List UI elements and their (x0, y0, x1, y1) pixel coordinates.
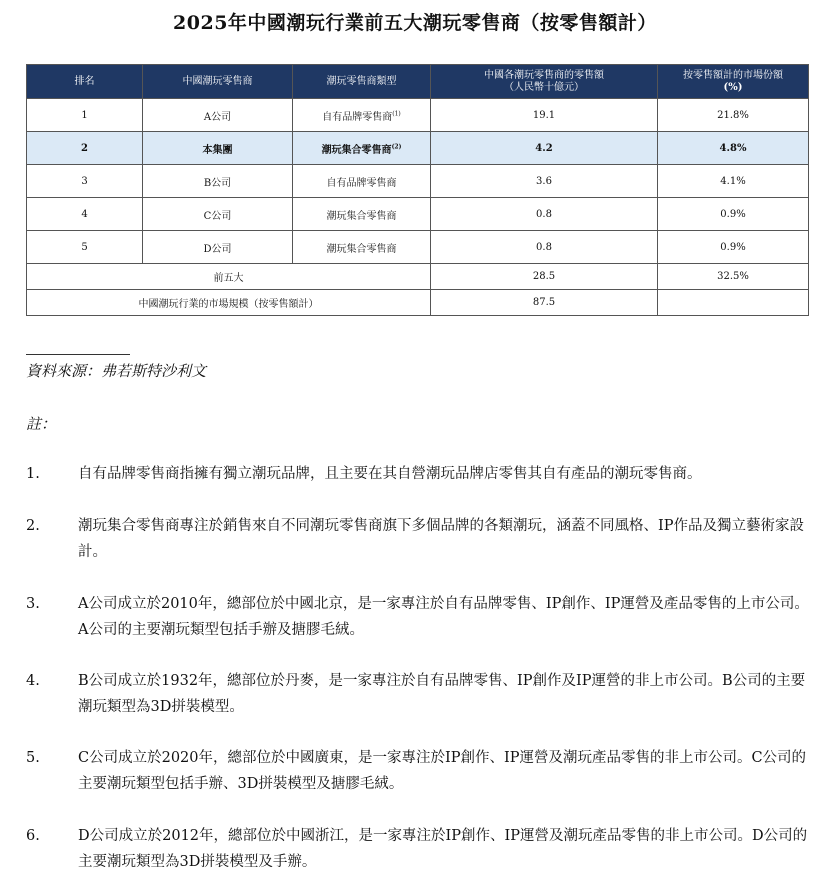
cell-sales: 4.2 (431, 132, 658, 165)
cell-top5-share: 32.5% (658, 264, 809, 290)
cell-market-label: 中國潮玩行業的市場規模（按零售額計） (27, 290, 431, 316)
table-row-highlighted (27, 132, 809, 165)
table-header-row (27, 65, 809, 99)
cell-rank: 4 (27, 198, 143, 231)
cell-top5-sales: 28.5 (431, 264, 658, 290)
cell-rank: 1 (27, 99, 143, 132)
cell-retailer: C公司 (143, 198, 293, 231)
note-text: 潮玩集合零售商專注於銷售來自不同潮玩零售商旗下多個品牌的各類潮玩，涵蓋不同風格、IP作品及獨立藝術家設計。 (78, 518, 804, 560)
note-text: B公司成立於1932年，總部位於丹麥，是一家專注於自有品牌零售、IP創作及IP運營的非上市公司。B公司的主要潮玩類型為3D拼裝模型。 (78, 673, 806, 715)
cell-sales: 19.1 (431, 99, 658, 132)
notes-heading: 註： (26, 415, 57, 433)
note-number: 4. (26, 673, 40, 689)
header-sales-line2: （人民幣十億元） (504, 81, 584, 93)
cell-retailer: D公司 (143, 231, 293, 264)
cell-sales: 0.8 (431, 231, 658, 264)
table-row (27, 231, 809, 264)
footnote-divider (26, 354, 130, 355)
note-text: C公司成立於2020年，總部位於中國廣東，是一家專注於IP創作、IP運營及潮玩產品零售的非上市公司。C公司的主要潮玩類型包括手辦、3D拼裝模型及搪膠毛絨。 (78, 750, 807, 792)
cell-type-text: 自有品牌零售商 (322, 111, 393, 123)
note-number: 3. (26, 596, 40, 612)
cell-market-sales: 87.5 (431, 290, 658, 316)
cell-type (293, 99, 431, 132)
cell-type: 自有品牌零售商 (293, 165, 431, 198)
cell-rank: 5 (27, 231, 143, 264)
header-share-line1: 按零售額計的市場份額 (683, 69, 783, 81)
cell-retailer: B公司 (143, 165, 293, 198)
cell-share: 0.9% (658, 231, 809, 264)
cell-share: 0.9% (658, 198, 809, 231)
table-row (27, 165, 809, 198)
cell-sales: 3.6 (431, 165, 658, 198)
cell-type: 潮玩集合零售商 (293, 198, 431, 231)
cell-rank: 2 (27, 132, 143, 165)
cell-rank: 3 (27, 165, 143, 198)
note-text: A公司成立於2010年，總部位於中國北京，是一家專注於自有品牌零售、IP創作、IP運營及產品零售的上市公司。A公司的主要潮玩類型包括手辦及搪膠毛絨。 (78, 596, 809, 638)
note-number: 6. (26, 828, 40, 844)
note-text: D公司成立於2012年，總部位於中國浙江，是一家專注於IP創作、IP運營及潮玩產品零售的非上市公司。D公司的主要潮玩類型為3D拼裝模型及手辦。 (78, 828, 808, 870)
cell-retailer: A公司 (143, 99, 293, 132)
retailer-ranking-table (26, 64, 809, 316)
cell-retailer: 本集團 (143, 132, 293, 165)
table-row (27, 198, 809, 231)
header-sales (431, 65, 658, 99)
footnote-marker: (1) (392, 110, 401, 118)
source-citation: 資料來源：弗若斯特沙利文 (26, 362, 207, 380)
page-title: 2025年中國潮玩行業前五大潮玩零售商（按零售額計） (173, 12, 657, 34)
note-number: 2. (26, 518, 40, 534)
cell-type-text: 潮玩集合零售商 (321, 144, 392, 156)
note-number: 5. (26, 750, 40, 766)
table-row-top5-total (27, 264, 809, 290)
header-share (658, 65, 809, 99)
header-sales-line1: 中國各潮玩零售商的零售額 (484, 69, 604, 81)
cell-share: 4.1% (658, 165, 809, 198)
note-text: 自有品牌零售商指擁有獨立潮玩品牌，且主要在其自營潮玩品牌店零售其自有產品的潮玩零售商。 (78, 466, 702, 482)
table-row (27, 99, 809, 132)
header-share-line2: (%) (723, 81, 743, 93)
header-rank: 排名 (27, 65, 143, 99)
table-row-market-size (27, 290, 809, 316)
note-number: 1. (26, 466, 40, 482)
cell-market-share (658, 290, 809, 316)
cell-share: 21.8% (658, 99, 809, 132)
cell-sales: 0.8 (431, 198, 658, 231)
footnote-marker: (2) (391, 143, 402, 151)
header-type: 潮玩零售商類型 (293, 65, 431, 99)
cell-type: 潮玩集合零售商 (293, 231, 431, 264)
cell-type (293, 132, 431, 165)
cell-share: 4.8% (658, 132, 809, 165)
cell-top5-label: 前五大 (27, 264, 431, 290)
header-retailer: 中國潮玩零售商 (143, 65, 293, 99)
